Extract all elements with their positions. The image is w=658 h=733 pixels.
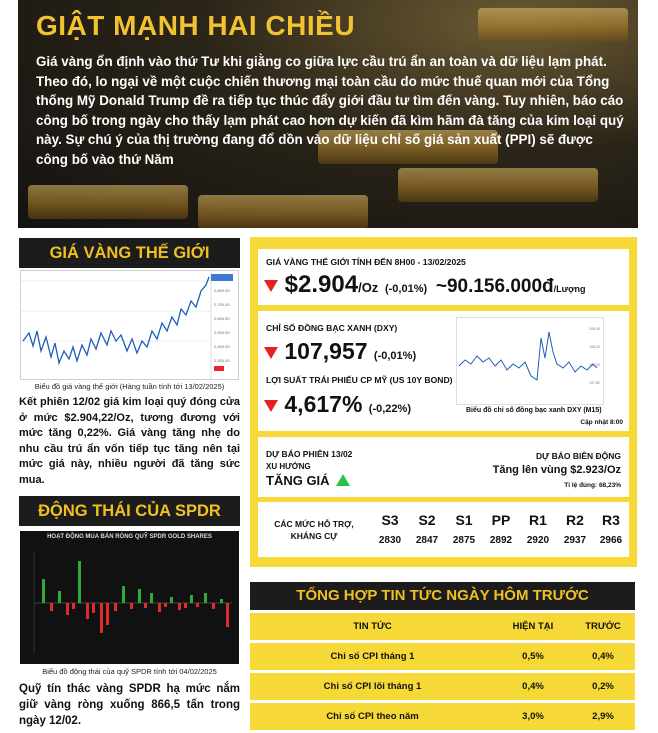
bond-label: LỢI SUẤT TRÁI PHIẾU CP MỸ (US 10Y BOND) <box>266 375 453 385</box>
bond-value: 4,617% <box>284 391 363 417</box>
level-name: S1 <box>455 512 473 528</box>
dxy-change: (-0,01%) <box>373 350 417 362</box>
column-header: TIN TỨC <box>353 621 392 632</box>
market-panel <box>250 237 637 567</box>
news-previous: 0,4% <box>592 651 614 662</box>
news-name: Chỉ số CPI tháng 1 <box>330 651 415 662</box>
hero-title: GIẬT MẠNH HAI CHIỀU <box>36 10 356 41</box>
forecast-card <box>258 437 629 497</box>
level-name: PP <box>491 512 511 528</box>
gold-price-vnd: ~90.156.000đ <box>435 276 554 297</box>
level-name: R3 <box>602 512 620 528</box>
range-label: DỰ BÁO BIÊN ĐỘNG <box>536 451 621 461</box>
world-gold-caption: Biểu đồ giá vàng thế giới (Hàng tuần tính tới 13/02/2025) <box>34 382 225 391</box>
down-arrow-icon <box>264 347 278 359</box>
level-value: 2937 <box>563 535 587 546</box>
trend-value: TĂNG GIÁ <box>266 473 330 488</box>
level-value: 2830 <box>378 535 402 546</box>
dxy-update-time: Cập nhật 8:00 <box>580 419 623 426</box>
level-value: 2847 <box>415 535 439 546</box>
levels-label: CÁC MỨC HỖ TRỢ, KHÁNG CỰ <box>274 519 354 541</box>
level-name: S2 <box>418 512 436 528</box>
gold-price-label: GIÁ VÀNG THẾ GIỚI TÍNH ĐẾN 8H00 - 13/02/2025 <box>266 257 466 267</box>
forecast-session: DỰ BÁO PHIÊN 13/02 <box>266 449 353 459</box>
level-value: 2875 <box>452 535 476 546</box>
gold-vnd-unit: /Lượng <box>553 284 586 294</box>
dxy-chart-caption: Biểu đồ chỉ số đồng bạc xanh DXY (M15) <box>466 407 602 414</box>
column-header: HIỆN TẠI <box>512 621 554 632</box>
level-name: R1 <box>529 512 547 528</box>
level-value: 2966 <box>599 535 623 546</box>
accuracy-rate: Tỉ lệ đúng: 68,23% <box>564 482 621 489</box>
hero-banner <box>18 0 638 228</box>
dxy-value: 107,957 <box>284 338 368 364</box>
down-arrow-icon <box>264 400 278 412</box>
news-heading: TỔNG HỢP TIN TỨC NGÀY HÔM TRƯỚC <box>250 582 635 610</box>
spdr-caption: Biểu đồ động thái của quỹ SPDR tính tới 04/02/2025 <box>42 667 217 676</box>
svg-text:2,500.00: 2,500.00 <box>214 330 230 335</box>
world-gold-text: Kết phiên 12/02 giá kim loại quý đóng cửa ở mức $2.904,22/Oz, tương đương với mức tăng 0,22%. Giá vàng tăng nhẹ do nhu cầu trú ẩn vốn tiếp tục tăng nên tại mức giá này, nhiều người đã tăng sức mua. <box>19 396 240 486</box>
level-name: R2 <box>566 512 584 528</box>
news-previous: 2,9% <box>592 711 614 722</box>
spdr-heading: ĐỘNG THÁI CỦA SPDR <box>19 496 240 526</box>
news-name: Chỉ số CPI lõi tháng 1 <box>323 681 422 692</box>
up-arrow-icon <box>336 474 350 486</box>
dxy-chart <box>456 317 604 405</box>
gold-change: (-0,01%) <box>384 283 428 295</box>
news-name: Chỉ số CPI theo năm <box>326 711 419 722</box>
hero-text: Giá vàng ổn định vào thứ Tư khi giằng co giữa lực cầu trú ẩn an toàn và dữ liệu lạm phát. Theo đó, lo ngại về một cuộc chiến thương mại toàn cầu do mức thuế quan mới của Tổng thống Mỹ Donald Trump đề ra tiếp tục thúc đẩy giới đầu tư tìm đến vàng. Tuy nhiên, báo cáo công bố trong ngày cho thấy lạm phát cao hơn dự kiến đã kìm hãm đà tăng của kim loại quý này. Sự chú ý của thị trường đang đổ dồn vào dữ liệu chỉ số giá sản xuất (PPI) sẽ được công bố vào thứ Năm <box>36 54 624 167</box>
svg-text:108.40: 108.40 <box>589 327 600 331</box>
table-row <box>250 673 635 700</box>
svg-text:108.00: 108.00 <box>589 363 600 367</box>
gold-unit: /Oz <box>358 280 379 295</box>
news-current: 0,5% <box>522 651 544 662</box>
table-header-row <box>250 613 635 640</box>
news-current: 0,4% <box>522 681 544 692</box>
world-gold-heading: GIÁ VÀNG THẾ GIỚI <box>19 238 240 268</box>
levels-card <box>258 502 629 557</box>
svg-text:107.80: 107.80 <box>589 381 600 385</box>
gold-price-card <box>258 249 629 305</box>
table-row <box>250 703 635 730</box>
trend-label: XU HƯỚNG <box>266 462 311 471</box>
svg-text:108.20: 108.20 <box>589 345 600 349</box>
news-table <box>250 611 635 733</box>
spdr-chart-title: HOẠT ĐỘNG MUA BÁN RÒNG QUỸ SPDR GOLD SHARES <box>47 534 212 540</box>
svg-text:2,800.00: 2,800.00 <box>214 288 230 293</box>
level-name: S3 <box>381 512 399 528</box>
svg-text:2,600.00: 2,600.00 <box>214 316 230 321</box>
range-value: Tăng lên vùng $2.923/Oz <box>492 464 621 476</box>
dxy-label: CHỈ SỐ ĐỒNG BẠC XANH (DXY) <box>266 323 398 333</box>
table-row <box>250 643 635 670</box>
bond-change: (-0,22%) <box>368 403 411 415</box>
down-arrow-icon <box>264 280 278 292</box>
svg-text:2,400.00: 2,400.00 <box>214 344 230 349</box>
level-value: 2892 <box>489 535 513 546</box>
svg-text:2,700.00: 2,700.00 <box>214 302 230 307</box>
news-previous: 0,2% <box>592 681 614 692</box>
gold-price: $2.904 <box>284 271 359 298</box>
level-value: 2920 <box>526 535 550 546</box>
dxy-bond-card <box>258 311 629 431</box>
spdr-chart <box>20 531 239 664</box>
world-gold-chart <box>20 270 239 380</box>
news-current: 3,0% <box>522 711 544 722</box>
spdr-text: Quỹ tín thác vàng SPDR hạ mức nắm giữ vàng ròng xuống 866,5 tấn trong ngày 12/02. <box>19 683 240 727</box>
svg-text:2,300.00: 2,300.00 <box>214 358 230 363</box>
column-header: TRƯỚC <box>585 621 621 632</box>
